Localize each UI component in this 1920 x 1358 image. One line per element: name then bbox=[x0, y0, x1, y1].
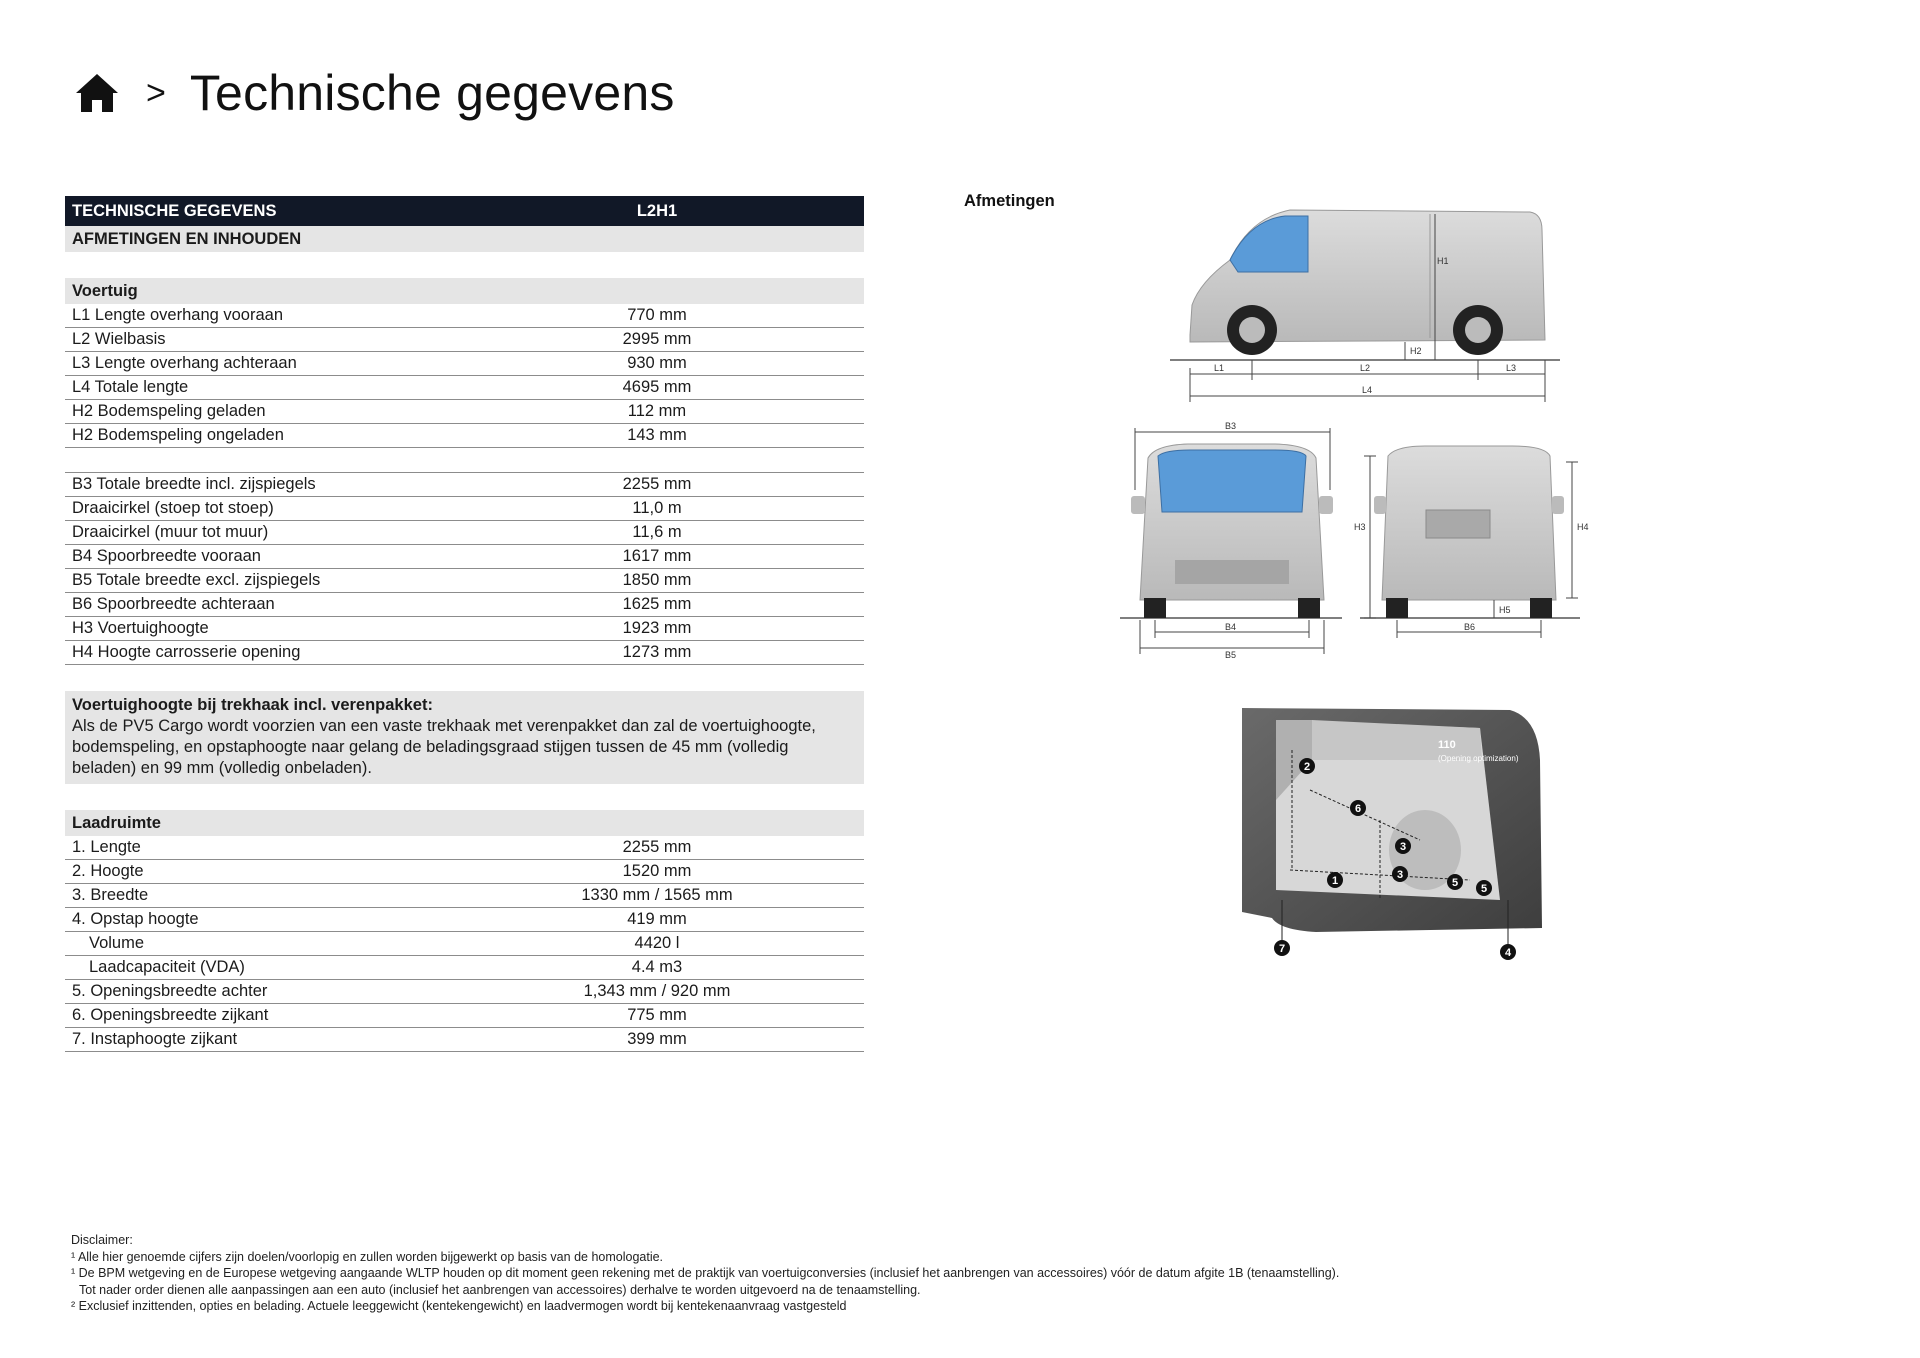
spec-value: 1617 mm bbox=[450, 545, 864, 569]
disclaimer bbox=[71, 1232, 1671, 1315]
label-l3: L3 bbox=[1506, 363, 1517, 373]
spec-label: L3 Lengte overhang achteraan bbox=[65, 352, 450, 376]
spec-value: 4420 l bbox=[450, 932, 864, 956]
label-b4: B4 bbox=[1225, 622, 1237, 632]
svg-text:2: 2 bbox=[1303, 761, 1311, 773]
spec-value: 1,343 mm / 920 mm bbox=[450, 980, 864, 1004]
section-title: AFMETINGEN EN INHOUDEN bbox=[65, 226, 864, 252]
cargo-callout-number: 110 bbox=[1438, 739, 1456, 751]
table-header-row bbox=[65, 196, 864, 226]
table-row bbox=[65, 569, 864, 593]
table-row bbox=[65, 1004, 864, 1028]
table-row bbox=[65, 424, 864, 448]
spec-value: 4695 mm bbox=[450, 376, 864, 400]
svg-text:1: 1 bbox=[1331, 875, 1339, 887]
spec-value: 143 mm bbox=[450, 424, 864, 448]
spacer-row bbox=[65, 448, 864, 473]
page-title: Technische gegevens bbox=[189, 65, 675, 121]
label-h1: H1 bbox=[1437, 256, 1449, 266]
spec-label: H3 Voertuighoogte bbox=[65, 617, 450, 641]
table-row bbox=[65, 497, 864, 521]
note-text: Als de PV5 Cargo wordt voorzien van een vaste trekhaak met verenpakket dan zal de voertuighoogte, bodemspeling, en opstaphoogte naar gelang de beladingsgraad stijgen tussen de 45 mm (volledig beladen) en 99 mm (volledig onbeladen). bbox=[72, 717, 816, 777]
table-row bbox=[65, 836, 864, 860]
svg-text:6: 6 bbox=[1354, 803, 1362, 815]
spec-label: 1. Lengte bbox=[65, 836, 450, 860]
table-row bbox=[65, 932, 864, 956]
disclaimer-title: Disclaimer: bbox=[71, 1233, 133, 1247]
spec-value: 1330 mm / 1565 mm bbox=[450, 884, 864, 908]
table-row bbox=[65, 860, 864, 884]
spec-value: 1923 mm bbox=[450, 617, 864, 641]
home-icon[interactable] bbox=[74, 71, 120, 115]
label-h3: H3 bbox=[1354, 522, 1366, 532]
spec-value: 1520 mm bbox=[450, 860, 864, 884]
spec-value: 11,6 m bbox=[450, 521, 864, 545]
table-row bbox=[65, 376, 864, 400]
spacer-row bbox=[65, 252, 864, 278]
spec-label: Draaicirkel (stoep tot stoep) bbox=[65, 497, 450, 521]
cargo-heading: Laadruimte bbox=[65, 810, 864, 836]
spec-label: 4. Opstap hoogte bbox=[65, 908, 450, 932]
marker-5b bbox=[1476, 880, 1492, 896]
table-row bbox=[65, 884, 864, 908]
breadcrumb-separator: > bbox=[146, 74, 166, 112]
spec-value: 2995 mm bbox=[450, 328, 864, 352]
table-row bbox=[65, 521, 864, 545]
spec-value: 1625 mm bbox=[450, 593, 864, 617]
label-b5: B5 bbox=[1225, 650, 1237, 660]
table-row bbox=[65, 593, 864, 617]
marker-5a bbox=[1447, 874, 1463, 890]
svg-text:7: 7 bbox=[1278, 943, 1286, 955]
spec-value: 770 mm bbox=[450, 304, 864, 328]
spec-label: Draaicirkel (muur tot muur) bbox=[65, 521, 450, 545]
col-header-variant: L2H1 bbox=[450, 196, 864, 226]
spec-label: H2 Bodemspeling geladen bbox=[65, 400, 450, 424]
section-row bbox=[65, 226, 864, 252]
table-row bbox=[65, 956, 864, 980]
spec-label: B5 Totale breedte excl. zijspiegels bbox=[65, 569, 450, 593]
svg-text:5: 5 bbox=[1480, 883, 1488, 895]
spec-label: L2 Wielbasis bbox=[65, 328, 450, 352]
table-row bbox=[65, 641, 864, 665]
vehicle-heading-row bbox=[65, 278, 864, 304]
note-row bbox=[65, 691, 864, 784]
side-view bbox=[1170, 210, 1560, 402]
dimension-diagrams bbox=[1080, 200, 1620, 1020]
spec-table bbox=[65, 196, 864, 1052]
spec-label: B6 Spoorbreedte achteraan bbox=[65, 593, 450, 617]
spec-label: H4 Hoogte carrosserie opening bbox=[65, 641, 450, 665]
spec-label: L1 Lengte overhang vooraan bbox=[65, 304, 450, 328]
marker-2 bbox=[1299, 758, 1315, 774]
spec-label: 5. Openingsbreedte achter bbox=[65, 980, 450, 1004]
label-h2: H2 bbox=[1410, 346, 1422, 356]
marker-6 bbox=[1350, 800, 1366, 816]
label-b3: B3 bbox=[1225, 421, 1237, 431]
disclaimer-line: ² Exclusief inzittenden, opties en belading. Actuele leeggewicht (kentekengewicht) en laadvermogen wordt bij kentekenaanvraag vastgesteld bbox=[71, 1299, 847, 1313]
spec-value: 775 mm bbox=[450, 1004, 864, 1028]
disclaimer-line: ¹ De BPM wetgeving en de Europese wetgeving aangaande WLTP houden op dit moment geen rekening met de praktijk van voertuigconversies (inclusief het aanbrengen van accessoires) vóór de datum afgite 1B (tenaamstelling). bbox=[71, 1266, 1340, 1280]
table-row bbox=[65, 328, 864, 352]
col-header-spec: TECHNISCHE GEGEVENS bbox=[65, 196, 450, 226]
spec-label: 2. Hoogte bbox=[65, 860, 450, 884]
spec-value: 11,0 m bbox=[450, 497, 864, 521]
spec-label: 3. Breedte bbox=[65, 884, 450, 908]
front-view bbox=[1120, 421, 1342, 660]
spec-value: 112 mm bbox=[450, 400, 864, 424]
label-l4: L4 bbox=[1362, 385, 1373, 395]
spec-label: B3 Totale breedte incl. zijspiegels bbox=[65, 473, 450, 497]
spec-value: 1850 mm bbox=[450, 569, 864, 593]
table-row bbox=[65, 1028, 864, 1052]
spec-value: 2255 mm bbox=[450, 473, 864, 497]
spec-value: 1273 mm bbox=[450, 641, 864, 665]
spec-label: 6. Openingsbreedte zijkant bbox=[65, 1004, 450, 1028]
spec-value: 930 mm bbox=[450, 352, 864, 376]
table-row bbox=[65, 980, 864, 1004]
label-l2: L2 bbox=[1360, 363, 1371, 373]
vehicle-heading: Voertuig bbox=[65, 278, 864, 304]
table-row bbox=[65, 304, 864, 328]
diagram-title: Afmetingen bbox=[964, 192, 1055, 210]
table-row bbox=[65, 545, 864, 569]
table-row bbox=[65, 617, 864, 641]
spec-label: Laadcapaciteit (VDA) bbox=[65, 956, 450, 980]
table-row bbox=[65, 473, 864, 497]
spec-value: 4.4 m3 bbox=[450, 956, 864, 980]
spacer-row bbox=[65, 784, 864, 810]
marker-1 bbox=[1327, 872, 1343, 888]
marker-7 bbox=[1274, 940, 1290, 956]
svg-text:3: 3 bbox=[1396, 869, 1404, 881]
cargo-heading-row bbox=[65, 810, 864, 836]
marker-3b bbox=[1392, 866, 1408, 882]
spec-value: 419 mm bbox=[450, 908, 864, 932]
svg-text:4: 4 bbox=[1504, 947, 1512, 959]
table-row bbox=[65, 908, 864, 932]
spacer-row bbox=[65, 665, 864, 692]
breadcrumb bbox=[74, 58, 675, 128]
label-l1: L1 bbox=[1214, 363, 1225, 373]
spec-label: L4 Totale lengte bbox=[65, 376, 450, 400]
spec-value: 2255 mm bbox=[450, 836, 864, 860]
marker-3a bbox=[1395, 838, 1411, 854]
label-h4: H4 bbox=[1577, 522, 1589, 532]
svg-text:5: 5 bbox=[1451, 877, 1459, 889]
label-h5: H5 bbox=[1499, 605, 1511, 615]
spec-label: H2 Bodemspeling ongeladen bbox=[65, 424, 450, 448]
spec-label: B4 Spoorbreedte vooraan bbox=[65, 545, 450, 569]
spec-label: Volume bbox=[65, 932, 450, 956]
svg-text:3: 3 bbox=[1399, 841, 1407, 853]
cargo-view bbox=[1242, 708, 1542, 960]
table-row bbox=[65, 400, 864, 424]
rear-view bbox=[1354, 446, 1589, 638]
disclaimer-line: ¹ Alle hier genoemde cijfers zijn doelen/voorlopig en zullen worden bijgewerkt op basis van de homologatie. bbox=[71, 1249, 664, 1264]
disclaimer-line: Tot nader order dienen alle aanpassingen aan een auto (inclusief het aanbrengen van accessoires) derhalve te worden uitgevoerd na de tenaamstelling. bbox=[79, 1282, 921, 1297]
label-b6: B6 bbox=[1464, 622, 1476, 632]
spec-value: 399 mm bbox=[450, 1028, 864, 1052]
note-title: Voertuighoogte bij trekhaak incl. verenpakket: bbox=[72, 696, 433, 714]
cargo-callout-text: (Opening optimization) bbox=[1438, 754, 1519, 763]
marker-4 bbox=[1500, 944, 1516, 960]
table-row bbox=[65, 352, 864, 376]
spec-label: 7. Instaphoogte zijkant bbox=[65, 1028, 450, 1052]
